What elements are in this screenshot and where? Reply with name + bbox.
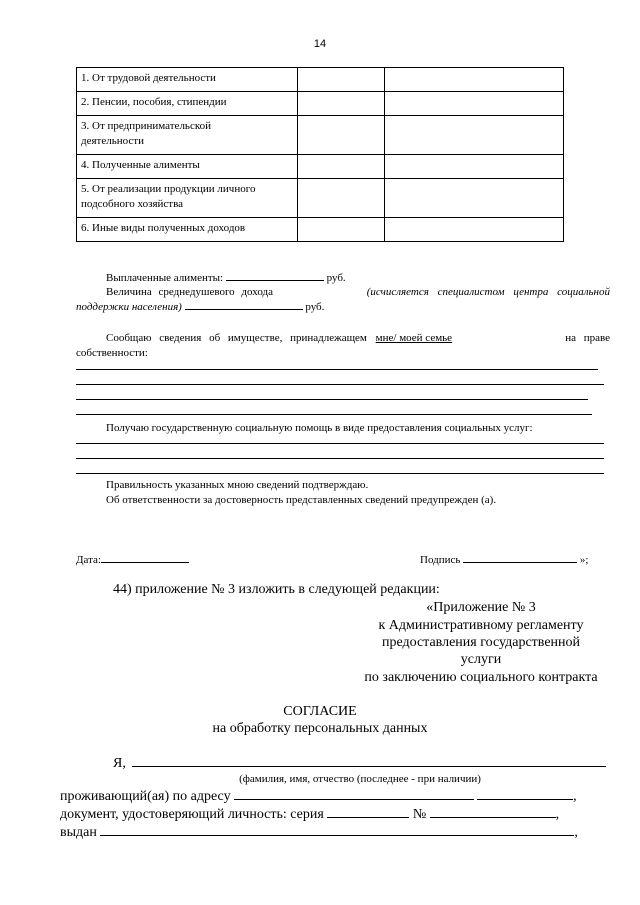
avg-income-line2 [76, 300, 324, 315]
social-help-blank-line[interactable] [76, 443, 604, 444]
table-cell-empty[interactable] [298, 218, 385, 242]
table-row [77, 116, 564, 155]
property-line2: собственности: [76, 347, 148, 359]
table-cell-empty[interactable] [298, 116, 385, 155]
table-row [77, 68, 564, 92]
fio-field [113, 755, 606, 773]
fio-hint: (фамилия, имя, отчество (последнее - при наличии) [239, 773, 481, 785]
table-cell-empty[interactable] [385, 218, 564, 242]
avg-income-unit: руб. [305, 301, 325, 313]
table-cell-empty[interactable] [298, 155, 385, 179]
property-line [106, 331, 610, 346]
income-table [76, 67, 564, 242]
alimony-line [106, 271, 346, 286]
consent-subtitle: на обработку персональных данных [212, 721, 428, 736]
table-row [77, 218, 564, 242]
table-cell-empty[interactable] [298, 179, 385, 218]
fio-input[interactable] [132, 766, 606, 767]
date-label: Дата: [76, 554, 101, 566]
row-label-cont: подсобного хозяйства [81, 198, 184, 210]
signature-input[interactable] [463, 562, 577, 563]
address-input-2[interactable] [477, 799, 573, 800]
issued-comma: , [574, 825, 578, 840]
address-comma: , [573, 789, 577, 804]
amendment-text: 44) приложение № 3 изложить в следующей редакции: [113, 582, 440, 597]
date-field [76, 553, 189, 568]
confirm-text: Правильность указанных мною сведений подтверждаю. [106, 479, 369, 491]
alimony-label: Выплаченные алименты: [106, 272, 224, 284]
document-label: документ, удостоверяющий личность: серия [60, 807, 324, 822]
document-field [60, 806, 559, 824]
appendix-line: по заключению социального контракта [364, 670, 598, 685]
row-label: 6. Иные виды полученных доходов [81, 222, 246, 234]
social-help-blank-line[interactable] [76, 458, 604, 459]
property-blank-line[interactable] [76, 399, 588, 400]
signature-field [420, 553, 588, 568]
avg-income-label: Величина среднедушевого дохода [106, 286, 273, 298]
address-field [60, 788, 577, 806]
table-cell-empty[interactable] [385, 92, 564, 116]
table-cell-empty[interactable] [385, 116, 564, 155]
consent-title: СОГЛАСИЕ [283, 704, 357, 719]
appendix-line: предоставления государственной [381, 635, 581, 650]
table-row [77, 155, 564, 179]
property-blank-line[interactable] [76, 369, 598, 370]
appendix-line: к Административному регламенту [378, 618, 584, 633]
document-number-input[interactable] [430, 817, 556, 818]
alimony-input[interactable] [226, 280, 324, 281]
property-text-end: на праве [565, 332, 610, 344]
avg-income-line [106, 285, 610, 300]
table-row [77, 179, 564, 218]
avg-income-note-cont: поддержки населения) [76, 301, 182, 313]
table-cell-empty[interactable] [385, 155, 564, 179]
signature-end: »; [579, 554, 589, 566]
row-label-cont: деятельности [81, 135, 144, 147]
document-series-input[interactable] [327, 817, 409, 818]
property-blank-line[interactable] [76, 384, 604, 385]
social-help-text: Получаю государственную социальную помощь в виде предоставления социальных услуг: [106, 422, 533, 434]
row-label: 3. От предпринимательской [81, 120, 212, 132]
issued-field [60, 824, 578, 842]
social-help-blank-line[interactable] [76, 473, 604, 474]
page-number: 14 [313, 38, 327, 50]
document-comma: , [555, 807, 560, 822]
date-input[interactable] [101, 562, 189, 563]
signature-label: Подпись [420, 554, 461, 566]
number-sign: № [412, 807, 427, 822]
table-cell-empty[interactable] [298, 68, 385, 92]
appendix-line: услуги [460, 652, 502, 667]
address-label: проживающий(ая) по адресу [60, 789, 231, 804]
avg-income-input[interactable] [185, 309, 303, 310]
table-row [77, 92, 564, 116]
row-label: 4. Полученные алименты [81, 159, 200, 171]
row-label: 2. Пенсии, пособия, стипендии [81, 96, 227, 108]
row-label: 5. От реализации продукции личного [81, 183, 256, 195]
address-input[interactable] [234, 799, 474, 800]
avg-income-note: (исчисляется специалистом центра социальной [366, 286, 610, 298]
row-label: 1. От трудовой деятельности [81, 72, 216, 84]
issued-label: выдан [60, 825, 97, 840]
property-text: Сообщаю сведения об имуществе, принадлежащем [106, 332, 367, 344]
appendix-line: «Приложение № 3 [426, 600, 536, 615]
alimony-unit: руб. [326, 272, 346, 284]
table-cell-empty[interactable] [298, 92, 385, 116]
issued-input[interactable] [100, 835, 574, 836]
property-underlined: мне/ моей семье [375, 332, 453, 344]
table-cell-empty[interactable] [385, 179, 564, 218]
table-cell-empty[interactable] [385, 68, 564, 92]
property-blank-line[interactable] [76, 414, 592, 415]
responsibility-text: Об ответственности за достоверность представленных сведений предупрежден (а). [106, 494, 497, 506]
fio-label: Я, [113, 756, 126, 771]
